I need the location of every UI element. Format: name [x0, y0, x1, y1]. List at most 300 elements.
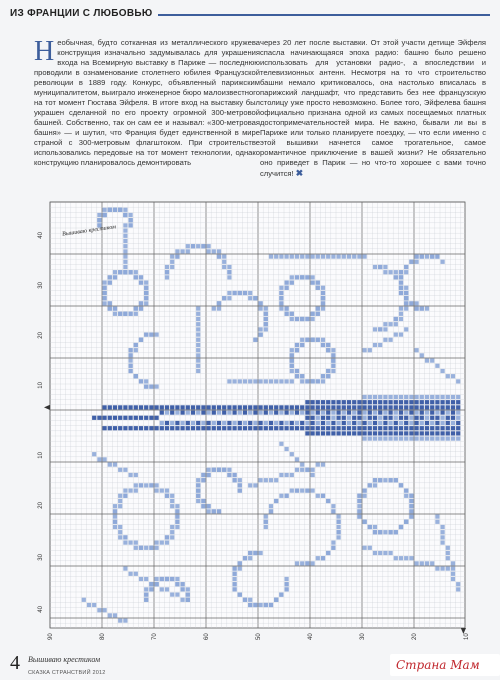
stitch	[170, 426, 174, 430]
stitch	[305, 400, 309, 404]
stitch	[201, 478, 205, 482]
stitch	[373, 343, 377, 347]
stitch	[118, 619, 122, 623]
stitch	[300, 275, 304, 279]
stitch	[337, 431, 341, 435]
stitch	[441, 525, 445, 529]
stitch	[451, 411, 455, 415]
stitch	[316, 338, 320, 342]
stitch	[404, 489, 408, 493]
stitch	[160, 405, 164, 409]
stitch	[290, 405, 294, 409]
stitch	[415, 416, 419, 420]
stitch	[415, 561, 419, 565]
stitch	[383, 431, 387, 435]
stitch	[415, 307, 419, 311]
stitch	[144, 296, 148, 300]
stitch	[222, 421, 226, 425]
stitch	[446, 395, 450, 399]
stitch	[123, 255, 127, 259]
stitch	[300, 411, 304, 415]
stitch	[404, 395, 408, 399]
stitch	[420, 255, 424, 259]
stitch	[368, 405, 372, 409]
stitch	[305, 421, 309, 425]
stitch	[430, 400, 434, 404]
stitch	[383, 426, 387, 430]
stitch	[92, 603, 96, 607]
stitch	[196, 327, 200, 331]
stitch	[300, 343, 304, 347]
stitch	[430, 426, 434, 430]
stitch	[196, 333, 200, 337]
stitch	[378, 421, 382, 425]
stitch	[404, 327, 408, 331]
stitch	[399, 312, 403, 316]
stitch	[316, 379, 320, 383]
section-title: ИЗ ФРАНЦИИ С ЛЮБОВЬЮ	[10, 8, 158, 19]
stitch	[165, 411, 169, 415]
stitch	[243, 421, 247, 425]
stitch	[233, 421, 237, 425]
stitch	[170, 577, 174, 581]
stitch	[389, 322, 393, 326]
stitch	[108, 275, 112, 279]
stitch	[295, 489, 299, 493]
stitch	[368, 546, 372, 550]
stitch	[394, 333, 398, 337]
stitch	[373, 327, 377, 331]
stitch	[285, 587, 289, 591]
stitch	[144, 291, 148, 295]
stitch	[295, 426, 299, 430]
stitch	[207, 411, 211, 415]
stitch	[149, 333, 153, 337]
stitch	[300, 317, 304, 321]
stitch	[123, 541, 127, 545]
stitch	[331, 541, 335, 545]
stitch	[217, 249, 221, 253]
stitch	[451, 431, 455, 435]
stitch	[118, 535, 122, 539]
stitch	[451, 426, 455, 430]
stitch	[456, 587, 460, 591]
stitch	[134, 546, 138, 550]
stitch	[243, 556, 247, 560]
stitch	[326, 343, 330, 347]
stitch	[134, 483, 138, 487]
stitch	[123, 405, 127, 409]
stitch	[233, 587, 237, 591]
stitch	[149, 483, 153, 487]
left-tick-label: 20	[38, 332, 44, 339]
stitch	[295, 348, 299, 352]
stitch	[451, 416, 455, 420]
stitch	[165, 265, 169, 269]
stitch	[337, 530, 341, 534]
stitch	[207, 504, 211, 508]
stitch	[399, 556, 403, 560]
stitch	[274, 405, 278, 409]
stitch	[160, 411, 164, 415]
stitch	[285, 286, 289, 290]
stitch	[420, 411, 424, 415]
stitch	[337, 421, 341, 425]
stitch	[311, 281, 315, 285]
stitch	[430, 561, 434, 565]
stitch	[409, 260, 413, 264]
stitch	[274, 421, 278, 425]
stitch	[290, 379, 294, 383]
stitch	[238, 478, 242, 482]
stitch	[316, 405, 320, 409]
stitch	[129, 416, 133, 420]
stitch	[331, 426, 335, 430]
stitch	[305, 561, 309, 565]
stitch	[404, 265, 408, 269]
stitch	[456, 379, 460, 383]
stitch	[123, 567, 127, 571]
stitch	[373, 530, 377, 534]
stitch	[290, 317, 294, 321]
stitch	[207, 244, 211, 248]
stitch	[451, 577, 455, 581]
stitch	[451, 405, 455, 409]
stitch	[139, 546, 143, 550]
stitch	[285, 379, 289, 383]
stitch	[196, 359, 200, 363]
stitch	[186, 244, 190, 248]
stitch	[113, 463, 117, 467]
stitch	[285, 426, 289, 430]
stitch	[175, 426, 179, 430]
stitch	[165, 587, 169, 591]
stitch	[253, 405, 257, 409]
stitch	[175, 582, 179, 586]
stitch	[196, 244, 200, 248]
stitch	[191, 426, 195, 430]
stitch	[399, 431, 403, 435]
stitch	[451, 567, 455, 571]
stitch	[368, 400, 372, 404]
stitch	[326, 431, 330, 435]
stitch	[378, 343, 382, 347]
stitch	[446, 556, 450, 560]
stitch	[233, 572, 237, 576]
stitch	[446, 411, 450, 415]
stitch	[311, 317, 315, 321]
stitch	[316, 431, 320, 435]
stitch	[212, 468, 216, 472]
stitch	[368, 348, 372, 352]
stitch	[321, 556, 325, 560]
stitch	[269, 478, 273, 482]
site-watermark: Страна Мам	[390, 654, 500, 676]
stitch	[404, 400, 408, 404]
stitch	[170, 530, 174, 534]
stitch	[415, 405, 419, 409]
stitch	[425, 359, 429, 363]
stitch	[409, 556, 413, 560]
stitch	[441, 426, 445, 430]
stitch	[97, 218, 101, 222]
stitch	[331, 416, 335, 420]
stitch	[295, 468, 299, 472]
stitch	[435, 255, 439, 259]
stitch	[290, 281, 294, 285]
stitch	[300, 463, 304, 467]
stitch	[227, 411, 231, 415]
stitch	[383, 400, 387, 404]
stitch	[373, 426, 377, 430]
stitch	[399, 317, 403, 321]
stitch	[118, 426, 122, 430]
stitch	[170, 265, 174, 269]
stitch	[170, 260, 174, 264]
stitch	[264, 520, 268, 524]
stitch	[97, 416, 101, 420]
stitch	[311, 312, 315, 316]
stitch	[451, 421, 455, 425]
stitch	[186, 426, 190, 430]
stitch	[165, 494, 169, 498]
stitch	[425, 437, 429, 441]
stitch	[331, 431, 335, 435]
stitch	[279, 442, 283, 446]
stitch	[383, 395, 387, 399]
stitch	[347, 400, 351, 404]
stitch	[311, 426, 315, 430]
stitch	[326, 405, 330, 409]
stitch	[409, 504, 413, 508]
stitch	[399, 405, 403, 409]
stitch	[441, 395, 445, 399]
stitch	[149, 582, 153, 586]
stitch	[415, 431, 419, 435]
stitch	[430, 437, 434, 441]
bottom-tick-label: 10	[464, 633, 470, 640]
stitch	[196, 338, 200, 342]
stitch	[118, 405, 122, 409]
stitch	[295, 369, 299, 373]
stitch	[108, 416, 112, 420]
stitch	[196, 348, 200, 352]
bottom-tick-label: 40	[308, 633, 314, 640]
stitch	[363, 546, 367, 550]
stitch	[160, 489, 164, 493]
stitch	[352, 255, 356, 259]
stitch	[357, 494, 361, 498]
stitch	[373, 483, 377, 487]
stitch	[331, 359, 335, 363]
stitch	[300, 421, 304, 425]
stitch	[201, 421, 205, 425]
stitch	[279, 296, 283, 300]
stitch	[290, 489, 294, 493]
stitch	[420, 353, 424, 357]
stitch	[373, 525, 377, 529]
stitch	[441, 541, 445, 545]
stitch	[227, 265, 231, 269]
stitch	[248, 421, 252, 425]
stitch	[305, 426, 309, 430]
stitch	[196, 369, 200, 373]
stitch	[259, 551, 263, 555]
stitch	[165, 541, 169, 545]
stitch	[129, 541, 133, 545]
stitch	[118, 525, 122, 529]
stitch	[394, 421, 398, 425]
stitch	[337, 525, 341, 529]
stitch	[191, 411, 195, 415]
stitch	[331, 364, 335, 368]
stitch	[425, 255, 429, 259]
stitch	[357, 504, 361, 508]
stitch	[295, 411, 299, 415]
stitch	[441, 260, 445, 264]
stitch	[456, 405, 460, 409]
stitch	[337, 515, 341, 519]
stitch	[217, 411, 221, 415]
stitch	[290, 426, 294, 430]
stitch	[430, 359, 434, 363]
stitch	[123, 494, 127, 498]
stitch	[295, 457, 299, 461]
stitch	[217, 405, 221, 409]
stitch	[425, 400, 429, 404]
stitch	[103, 405, 107, 409]
stitch	[290, 452, 294, 456]
stitch	[222, 260, 226, 264]
stitch	[103, 213, 107, 217]
stitch	[92, 416, 96, 420]
stitch	[415, 301, 419, 305]
stitch	[331, 509, 335, 513]
stitch	[409, 494, 413, 498]
stitch	[129, 353, 133, 357]
stitch	[181, 598, 185, 602]
stitch	[274, 426, 278, 430]
stitch	[238, 561, 242, 565]
stitch	[165, 275, 169, 279]
stitch	[269, 411, 273, 415]
stitch	[155, 577, 159, 581]
stitch	[217, 255, 221, 259]
stitch	[134, 473, 138, 477]
stitch	[420, 405, 424, 409]
stitch	[305, 468, 309, 472]
stitch	[191, 244, 195, 248]
stitch	[342, 411, 346, 415]
stitch	[196, 499, 200, 503]
stitch	[233, 577, 237, 581]
stitch	[409, 426, 413, 430]
stitch	[248, 551, 252, 555]
stitch	[311, 489, 315, 493]
stitch	[378, 437, 382, 441]
stitch	[186, 421, 190, 425]
stitch	[279, 593, 283, 597]
stitch	[123, 535, 127, 539]
bottom-tick-label: 60	[204, 633, 210, 640]
stitch	[217, 301, 221, 305]
stitch	[300, 561, 304, 565]
stitch	[144, 385, 148, 389]
stitch	[373, 400, 377, 404]
stitch	[420, 416, 424, 420]
stitch	[201, 504, 205, 508]
stitch	[404, 431, 408, 435]
stitch	[456, 582, 460, 586]
stitch	[430, 405, 434, 409]
stitch	[394, 395, 398, 399]
stitch	[144, 281, 148, 285]
stitch	[420, 400, 424, 404]
stitch	[227, 468, 231, 472]
stitch	[342, 255, 346, 259]
stitch	[331, 400, 335, 404]
footer-logo: Вышиваю крестиком	[28, 655, 101, 664]
stitch	[311, 421, 315, 425]
stitch	[118, 416, 122, 420]
stitch	[446, 416, 450, 420]
stitch	[196, 307, 200, 311]
stitch	[279, 286, 283, 290]
stitch	[279, 255, 283, 259]
stitch	[311, 405, 315, 409]
stitch	[290, 359, 294, 363]
stitch	[399, 333, 403, 337]
stitch	[331, 348, 335, 352]
stitch	[389, 338, 393, 342]
stitch	[196, 421, 200, 425]
stitch	[149, 416, 153, 420]
stitch	[259, 307, 263, 311]
stitch	[357, 416, 361, 420]
stitch	[321, 463, 325, 467]
stitch	[196, 405, 200, 409]
stitch	[155, 333, 159, 337]
stitch	[155, 405, 159, 409]
stitch	[331, 353, 335, 357]
stitch	[409, 400, 413, 404]
stitch	[389, 405, 393, 409]
stitch	[290, 421, 294, 425]
stitch	[227, 379, 231, 383]
stitch	[316, 416, 320, 420]
stitch	[409, 395, 413, 399]
stitch	[253, 426, 257, 430]
stitch	[321, 374, 325, 378]
stitch	[170, 593, 174, 597]
stitch	[305, 405, 309, 409]
stitch	[274, 478, 278, 482]
stitch	[144, 426, 148, 430]
stitch	[300, 255, 304, 259]
stitch	[259, 333, 263, 337]
stitch	[295, 374, 299, 378]
stitch	[368, 431, 372, 435]
stitch	[118, 499, 122, 503]
stitch	[212, 405, 216, 409]
stitch	[97, 608, 101, 612]
article-paragraph-2: через 20 лет после выставки. От этой участи детище Эйфеля спасла начинающаяся эпоха радио: башню было решено использовать для установки радио-, а впоследствии и телевизионных антенн. Несмотря на то что строительство башни немало критиковалось, она настолько вписалась в парижский ландшафт, что представить без нее французскую столицу уже просто невозможно. Более того, Эйфелева башня официально признана одной из самых посещаемых платных достопримечательностей мира. Не важно, бывали ли вы в Париже или только планируете поездку, — что если именно с этой вышивки начнется самое трогательное, самое романтичное приключение в вашей жизни? Не обязательно оно приведет в Париж — но что-то хорошее с вами точно случится!	[260, 38, 486, 178]
stitch	[212, 307, 216, 311]
stitch	[248, 556, 252, 560]
stitch	[243, 426, 247, 430]
stitch	[123, 239, 127, 243]
stitch	[227, 473, 231, 477]
